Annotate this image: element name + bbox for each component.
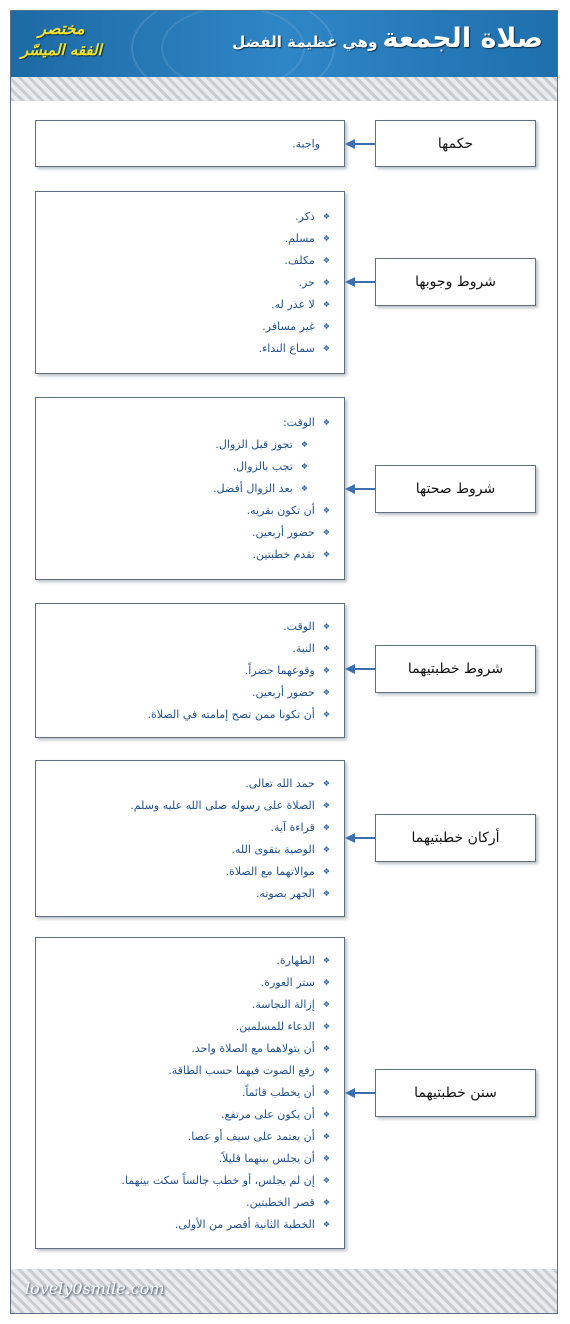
list-item: ❖ الوصية بتقوى الله. <box>42 839 330 861</box>
list-item: ❖ لا عذر له. <box>42 294 330 316</box>
logo-line-1: مختصر <box>38 19 85 38</box>
hukm-label-box <box>375 120 536 167</box>
arrow-left-icon <box>345 663 375 675</box>
khutba-sunan-label: سنن خطبتيهما <box>414 1085 497 1101</box>
list-subitem: ❖ تجوز قبل الزوال. <box>42 434 330 456</box>
list-item: ❖ مكلف. <box>42 250 330 272</box>
wujub-label: شروط وجوبها <box>415 274 496 290</box>
khutba-shurut-label-box <box>375 645 536 693</box>
khutba-arkan-content-box <box>35 760 345 917</box>
list-item: ❖ إن لم يجلس، أو خطب جالساً سكت بينهما. <box>42 1170 330 1192</box>
khutba-arkan-label-box <box>375 814 536 862</box>
hukm-value: واجبة. <box>292 137 320 150</box>
sihha-label: شروط صحتها <box>415 481 496 497</box>
wujub-list <box>36 206 344 360</box>
list-item: ❖ الصلاة على رسوله صلى الله عليه وسلم. <box>42 795 330 817</box>
list-item: ❖ الوقت: <box>42 412 330 434</box>
wujub-content-box <box>35 191 345 374</box>
hukm-label: حكمها <box>437 135 474 152</box>
list-item: ❖ أن يكون على مرتفع. <box>42 1104 330 1126</box>
arrow-left-icon <box>345 483 375 495</box>
series-logo <box>21 19 102 61</box>
khutba-sunan-label-box <box>375 1069 536 1117</box>
page-title <box>232 23 543 54</box>
arrow-left-icon <box>345 1087 375 1099</box>
list-subitem: ❖ تجب بالزوال. <box>42 456 330 478</box>
hukm-content-box <box>35 120 345 167</box>
list-item: ❖ رفع الصوت فيهما حسب الطاقة. <box>42 1060 330 1082</box>
khutba-shurut-label: شروط خطبتيهما <box>407 661 504 677</box>
khutba-sunan-list <box>36 950 344 1236</box>
list-item: ❖ تقدم خطبتين. <box>42 544 330 566</box>
list-item: ❖ غير مسافر. <box>42 316 330 338</box>
title-sub: وهي عظيمة الفضل <box>232 33 378 51</box>
list-item: ❖ إزالة النجاسة. <box>42 994 330 1016</box>
site-watermark: lovely0smile.com <box>25 1279 165 1298</box>
list-item: ❖ الوقت. <box>42 616 330 638</box>
list-item: ❖ الجهر بصوته. <box>42 883 330 905</box>
list-item: ❖ أن يجلس بينهما قليلاً. <box>42 1148 330 1170</box>
list-item: ❖ قراءة آية. <box>42 817 330 839</box>
list-item: ❖ أن يعتمد على سيف أو عصا. <box>42 1126 330 1148</box>
list-item: ❖ أن تكون بقريه. <box>42 500 330 522</box>
infographic-frame <box>10 10 558 1314</box>
arrow-left-icon <box>345 276 375 288</box>
list-item: ❖ أن يتولاهما مع الصلاة واحد. <box>42 1038 330 1060</box>
arrow-left-icon <box>345 138 375 150</box>
arrow-left-icon <box>345 832 375 844</box>
wujub-label-box <box>375 258 536 306</box>
header-banner <box>11 11 557 77</box>
sihha-label-box <box>375 465 536 513</box>
khutba-arkan-list <box>36 773 344 905</box>
list-item: ❖ قصر الخطبتين. <box>42 1192 330 1214</box>
list-item: ❖ وقوعهما حضراً. <box>42 660 330 682</box>
list-item: ❖ أن يخطب قائماً. <box>42 1082 330 1104</box>
list-item: ❖ النية. <box>42 638 330 660</box>
logo-line-2: الفقه الميسّر <box>21 41 102 59</box>
list-item: ❖ مسلم. <box>42 228 330 250</box>
khutba-arkan-label: أركان خطبتيهما <box>411 830 500 846</box>
title-main: صلاة الجمعة <box>382 23 543 54</box>
list-item: ❖ الخطبة الثانية أقصر من الأولى. <box>42 1214 330 1236</box>
top-pattern-band <box>11 77 557 101</box>
list-item: ❖ ستر العورة. <box>42 972 330 994</box>
list-item: ❖ الطهارة. <box>42 950 330 972</box>
list-item: ❖ موالاتهما مع الصلاة. <box>42 861 330 883</box>
sihha-list <box>36 412 344 566</box>
list-subitem: ❖ بعد الزوال أفضل. <box>42 478 330 500</box>
list-item: ❖ حضور أربعين. <box>42 522 330 544</box>
list-item: ❖ حر. <box>42 272 330 294</box>
list-item: ❖ الدعاء للمسلمين. <box>42 1016 330 1038</box>
sihha-content-box <box>35 397 345 580</box>
khutba-shurut-list <box>36 616 344 726</box>
list-item: ❖ ذكر. <box>42 206 330 228</box>
list-item: ❖ حمد الله تعالى. <box>42 773 330 795</box>
list-item: ❖ حضور أربعين. <box>42 682 330 704</box>
khutba-shurut-content-box <box>35 603 345 738</box>
list-item: ❖ سماع النداء. <box>42 338 330 360</box>
khutba-sunan-content-box <box>35 937 345 1249</box>
list-item: ❖ أن تكونا ممن تصح إمامته في الصلاة. <box>42 704 330 726</box>
